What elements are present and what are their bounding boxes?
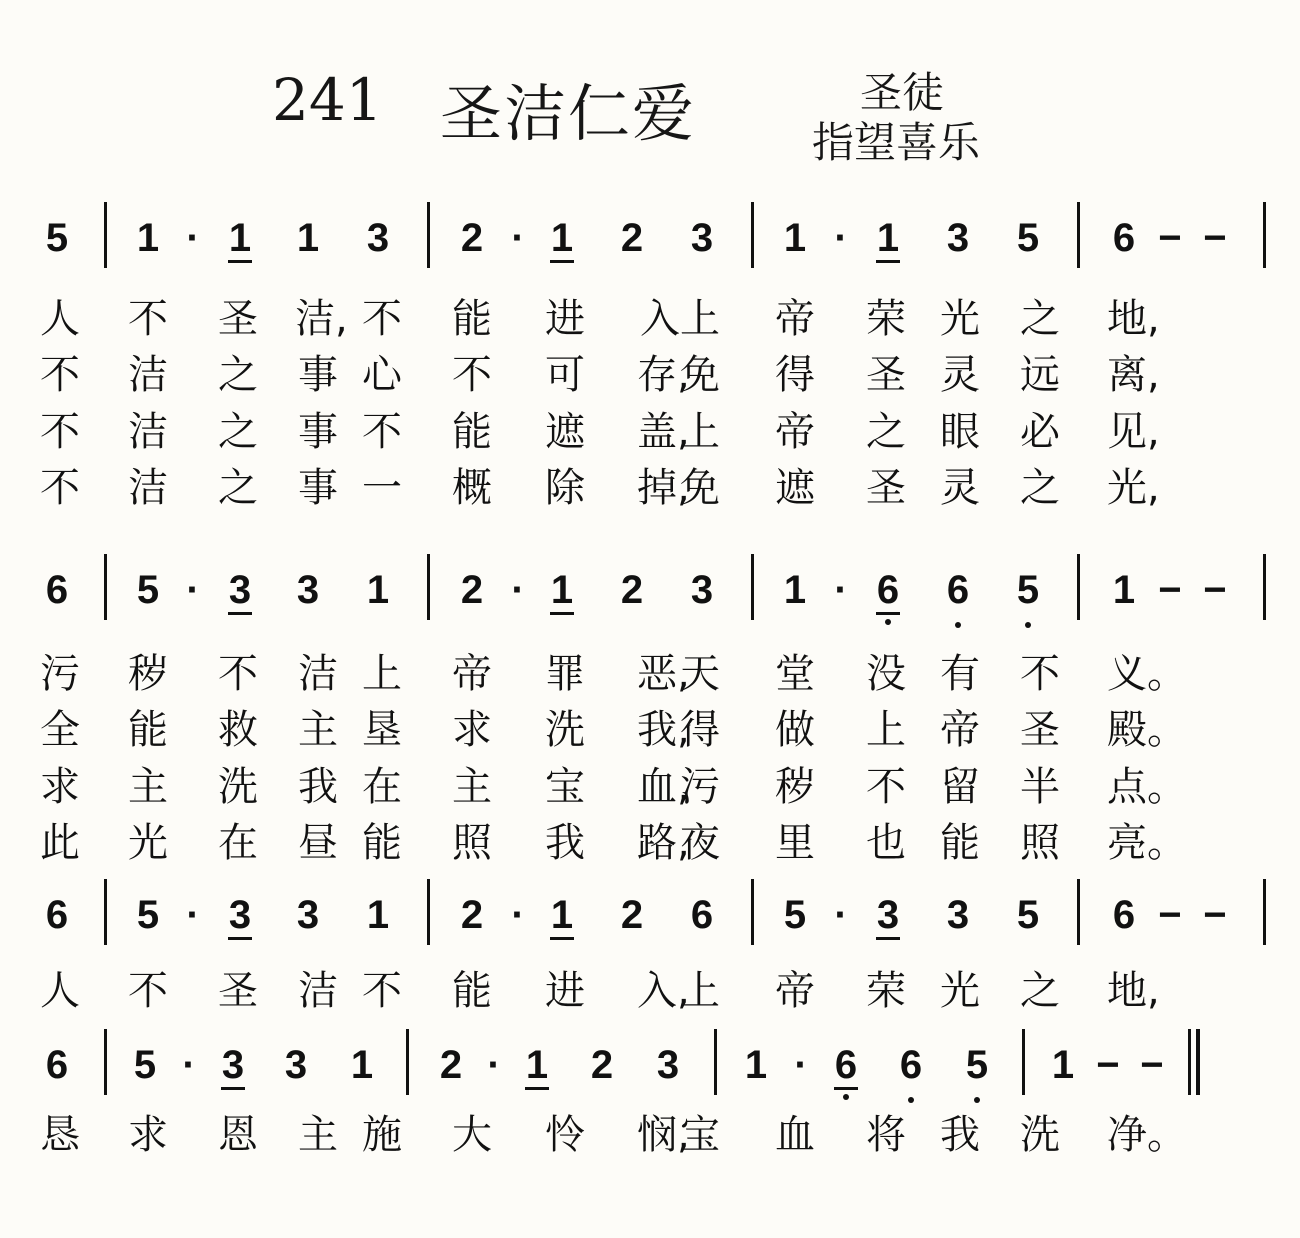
lyric-char: 主: [298, 1112, 338, 1158]
category-line-1: 圣徒: [860, 68, 945, 117]
note: 1: [517, 1045, 557, 1085]
barline: [1077, 879, 1080, 945]
low-octave-dot: [843, 1094, 849, 1100]
note: 1: [542, 895, 582, 935]
lyric-char: 亮。: [1107, 820, 1187, 866]
lyric-char: 上: [680, 968, 720, 1014]
note: 1: [350, 1043, 374, 1087]
lyric-char: 入,: [637, 968, 690, 1014]
note: 5: [1016, 216, 1040, 260]
lyric-char: 能: [362, 820, 402, 866]
lyric-char: 全: [40, 707, 80, 753]
lyric-char: 事: [298, 352, 338, 398]
lyric-char: 义。: [1107, 651, 1187, 697]
lyric-char: 宝: [680, 1112, 720, 1158]
dot-note: ·: [511, 893, 525, 937]
note: 6: [1112, 216, 1136, 260]
lyric-char: 光,: [1107, 465, 1160, 511]
lyric-char: 洗: [1020, 1112, 1060, 1158]
lyric-char: 里: [775, 820, 815, 866]
lyric-char: 之: [218, 409, 258, 455]
lyric-char: 宝: [545, 764, 585, 810]
lyric-char: 洁: [128, 409, 168, 455]
note: 1: [366, 568, 390, 612]
lyric-line: [0, 818, 1300, 874]
note: 5: [957, 1045, 997, 1085]
lyric-char: 上: [866, 707, 906, 753]
lyric-char: 上: [362, 651, 402, 697]
lyric-char: 远: [1020, 352, 1060, 398]
lyric-char: 圣: [218, 968, 258, 1014]
lyric-line: [0, 966, 1300, 1022]
lyric-char: 恳: [40, 1112, 80, 1158]
note: 3: [213, 1045, 253, 1085]
lyric-char: 得: [680, 707, 720, 753]
barline: [427, 879, 430, 945]
note: 2: [460, 216, 484, 260]
lyric-char: 求: [128, 1112, 168, 1158]
note: 2: [439, 1043, 463, 1087]
lyric-char: 不: [452, 352, 492, 398]
lyric-char: 做: [775, 707, 815, 753]
lyric-char: 此: [40, 820, 80, 866]
lyric-char: 离,: [1107, 352, 1160, 398]
final-barline: [1196, 1029, 1200, 1095]
lyric-char: 地,: [1107, 968, 1160, 1014]
eighth-underline: [221, 1087, 245, 1090]
lyric-char: 在: [362, 764, 402, 810]
low-octave-dot: [1025, 622, 1031, 628]
note: 5: [1016, 893, 1040, 937]
lyric-char: 上: [680, 296, 720, 342]
lyric-char: 圣: [1020, 707, 1060, 753]
dash-extension: −: [1158, 893, 1182, 937]
lyric-char: 之: [1020, 465, 1060, 511]
note: 3: [220, 570, 260, 610]
eighth-underline: [228, 937, 252, 940]
hymn-title: 圣洁仁爱: [440, 77, 697, 150]
note: 1: [542, 570, 582, 610]
dot-note: ·: [511, 216, 525, 260]
staff-row: [0, 218, 1300, 278]
note: 2: [620, 216, 644, 260]
lyric-line: [0, 762, 1300, 818]
lyric-char: 人: [40, 968, 80, 1014]
note: 5: [783, 893, 807, 937]
lyric-char: 污: [680, 764, 720, 810]
lyric-char: 怜: [545, 1112, 585, 1158]
lyric-char: 秽: [128, 651, 168, 697]
lyric-char: 帝: [775, 409, 815, 455]
barline: [104, 1029, 107, 1095]
lyric-char: 恶,: [637, 651, 690, 697]
lyric-char: 有: [940, 651, 980, 697]
lyric-char: 灵: [940, 465, 980, 511]
note: 6: [891, 1045, 931, 1085]
note: 3: [946, 893, 970, 937]
barline: [751, 202, 754, 268]
lyric-char: 不: [1020, 651, 1060, 697]
barline: [714, 1029, 717, 1095]
dot-note: ·: [834, 893, 848, 937]
dot-note: ·: [834, 568, 848, 612]
low-octave-dot: [885, 619, 891, 625]
hymn-number: 241: [272, 66, 383, 134]
note: 3: [296, 568, 320, 612]
note: 2: [620, 893, 644, 937]
note: 1: [783, 216, 807, 260]
note: 6: [690, 893, 714, 937]
lyric-char: 遮: [545, 409, 585, 455]
lyric-char: 人: [40, 296, 80, 342]
lyric-line: [0, 294, 1300, 350]
lyric-char: 洗: [218, 764, 258, 810]
lyric-char: 我: [940, 1112, 980, 1158]
lyric-char: 垦: [362, 707, 402, 753]
lyric-char: 见,: [1107, 409, 1160, 455]
eighth-underline: [228, 260, 252, 263]
lyric-char: 能: [940, 820, 980, 866]
lyric-char: 也: [866, 820, 906, 866]
lyric-char: 悯,: [637, 1112, 690, 1158]
lyric-char: 路,: [637, 820, 690, 866]
lyric-char: 灵: [940, 352, 980, 398]
barline: [1263, 879, 1266, 945]
lyric-char: 点。: [1107, 764, 1187, 810]
lyric-line: [0, 407, 1300, 463]
lyric-char: 存,: [637, 352, 690, 398]
note: 5: [45, 216, 69, 260]
lyric-char: 入: [640, 296, 680, 342]
note: 1: [296, 216, 320, 260]
dot-note: ·: [186, 568, 200, 612]
lyric-char: 我,: [637, 707, 690, 753]
lyric-char: 能: [128, 707, 168, 753]
lyric-char: 不: [362, 968, 402, 1014]
note: 2: [460, 893, 484, 937]
lyric-char: 事: [298, 409, 338, 455]
barline: [1022, 1029, 1025, 1095]
barline: [406, 1029, 409, 1095]
barline: [751, 554, 754, 620]
lyric-char: 一: [362, 465, 402, 511]
lyric-char: 夜: [680, 820, 720, 866]
note: 2: [620, 568, 644, 612]
lyric-char: 我: [298, 764, 338, 810]
lyric-char: 不: [40, 409, 80, 455]
note: 6: [45, 1043, 69, 1087]
dot-note: ·: [487, 1043, 501, 1087]
dot-note: ·: [182, 1043, 196, 1087]
dot-note: ·: [186, 216, 200, 260]
note: 6: [938, 570, 978, 610]
barline: [1077, 554, 1080, 620]
lyric-char: 污: [40, 651, 80, 697]
lyric-line: [0, 463, 1300, 519]
low-octave-dot: [955, 622, 961, 628]
eighth-underline: [876, 937, 900, 940]
lyric-char: 不: [218, 651, 258, 697]
note: 2: [460, 568, 484, 612]
lyric-char: 求: [452, 707, 492, 753]
lyric-char: 罪: [545, 651, 585, 697]
note: 3: [690, 568, 714, 612]
low-octave-dot: [908, 1097, 914, 1103]
note: 5: [133, 1043, 157, 1087]
lyric-char: 得: [775, 352, 815, 398]
lyric-char: 净。: [1107, 1112, 1187, 1158]
staff-row: [0, 570, 1300, 630]
note: 1: [366, 893, 390, 937]
note: 1: [868, 218, 908, 258]
low-octave-dot: [974, 1097, 980, 1103]
eighth-underline: [550, 260, 574, 263]
note: 6: [1112, 893, 1136, 937]
lyric-char: 圣: [866, 352, 906, 398]
barline: [1263, 202, 1266, 268]
note: 3: [284, 1043, 308, 1087]
note: 5: [136, 893, 160, 937]
barline: [427, 554, 430, 620]
staff-row: [0, 895, 1300, 955]
lyric-char: 天: [680, 651, 720, 697]
lyric-char: 除: [545, 465, 585, 511]
note: 1: [1051, 1043, 1075, 1087]
lyric-char: 光: [128, 820, 168, 866]
lyric-char: 照: [1020, 820, 1060, 866]
dash-extension: −: [1096, 1043, 1120, 1087]
lyric-char: 不: [40, 352, 80, 398]
dash-extension: −: [1203, 568, 1227, 612]
lyric-char: 上: [680, 409, 720, 455]
note: 3: [656, 1043, 680, 1087]
note: 3: [366, 216, 390, 260]
lyric-char: 没: [866, 651, 906, 697]
lyric-char: 将: [866, 1112, 906, 1158]
lyric-char: 堂: [775, 651, 815, 697]
barline: [104, 202, 107, 268]
lyric-char: 心: [362, 352, 402, 398]
lyric-char: 帝: [775, 296, 815, 342]
lyric-char: 免: [680, 465, 720, 511]
lyric-char: 不: [362, 296, 402, 342]
lyric-char: 概: [452, 465, 492, 511]
lyric-char: 之: [218, 465, 258, 511]
eighth-underline: [525, 1087, 549, 1090]
lyric-char: 在: [218, 820, 258, 866]
lyric-char: 留: [940, 764, 980, 810]
note: 3: [946, 216, 970, 260]
lyric-char: 能: [452, 296, 492, 342]
lyric-char: 遮: [775, 465, 815, 511]
lyric-char: 之: [218, 352, 258, 398]
eighth-underline: [876, 260, 900, 263]
eighth-underline: [550, 612, 574, 615]
lyric-char: 可: [545, 352, 585, 398]
lyric-char: 照: [452, 820, 492, 866]
barline: [1263, 554, 1266, 620]
note: 6: [826, 1045, 866, 1085]
lyric-char: 之: [1020, 296, 1060, 342]
eighth-underline: [550, 937, 574, 940]
lyric-char: 我: [545, 820, 585, 866]
dot-note: ·: [834, 216, 848, 260]
lyric-line: [0, 649, 1300, 705]
lyric-char: 圣: [218, 296, 258, 342]
lyric-char: 帝: [940, 707, 980, 753]
lyric-char: 大: [452, 1112, 492, 1158]
dash-extension: −: [1203, 216, 1227, 260]
lyric-char: 免: [680, 352, 720, 398]
lyric-char: 光: [940, 296, 980, 342]
lyric-char: 能: [452, 968, 492, 1014]
note: 3: [690, 216, 714, 260]
barline: [104, 879, 107, 945]
lyric-char: 地,: [1107, 296, 1160, 342]
dash-extension: −: [1140, 1043, 1164, 1087]
barline: [427, 202, 430, 268]
note: 6: [868, 570, 908, 610]
lyric-char: 血: [775, 1112, 815, 1158]
note: 1: [542, 218, 582, 258]
category-line-2: 指望喜乐: [812, 118, 981, 167]
note: 1: [744, 1043, 768, 1087]
note: 6: [45, 568, 69, 612]
lyric-char: 必: [1020, 409, 1060, 455]
note: 1: [1112, 568, 1136, 612]
lyric-char: 圣: [866, 465, 906, 511]
barline: [104, 554, 107, 620]
lyric-char: 昼: [298, 820, 338, 866]
lyric-line: [0, 350, 1300, 406]
lyric-char: 荣: [866, 296, 906, 342]
note: 2: [590, 1043, 614, 1087]
eighth-underline: [834, 1087, 858, 1090]
lyric-char: 进: [545, 296, 585, 342]
lyric-char: 不: [128, 968, 168, 1014]
final-barline: [1188, 1029, 1191, 1095]
dot-note: ·: [511, 568, 525, 612]
note: 5: [136, 568, 160, 612]
dot-note: ·: [186, 893, 200, 937]
lyric-char: 荣: [866, 968, 906, 1014]
lyric-char: 光: [940, 968, 980, 1014]
lyric-char: 进: [545, 968, 585, 1014]
dash-extension: −: [1158, 568, 1182, 612]
note: 1: [783, 568, 807, 612]
dot-note: ·: [794, 1043, 808, 1087]
note: 3: [296, 893, 320, 937]
dash-extension: −: [1158, 216, 1182, 260]
lyric-char: 帝: [775, 968, 815, 1014]
lyric-char: 不: [362, 409, 402, 455]
lyric-char: 洁: [298, 651, 338, 697]
lyric-char: 帝: [452, 651, 492, 697]
lyric-char: 恩: [218, 1112, 258, 1158]
note: 6: [45, 893, 69, 937]
note: 3: [868, 895, 908, 935]
lyric-char: 主: [452, 764, 492, 810]
dash-extension: −: [1203, 893, 1227, 937]
note: 3: [220, 895, 260, 935]
lyric-char: 洁: [128, 352, 168, 398]
lyric-char: 之: [1020, 968, 1060, 1014]
eighth-underline: [876, 612, 900, 615]
staff-row: [0, 1045, 1300, 1105]
lyric-char: 主: [298, 707, 338, 753]
lyric-char: 盖,: [637, 409, 690, 455]
lyric-char: 血,: [637, 764, 690, 810]
lyric-char: 事: [298, 465, 338, 511]
lyric-char: 秽: [775, 764, 815, 810]
lyric-char: 洗: [545, 707, 585, 753]
lyric-char: 救: [218, 707, 258, 753]
lyric-char: 不: [40, 465, 80, 511]
lyric-char: 不: [128, 296, 168, 342]
lyric-char: 洁: [298, 968, 338, 1014]
lyric-char: 施: [362, 1112, 402, 1158]
lyric-char: 殿。: [1107, 707, 1187, 753]
note: 1: [220, 218, 260, 258]
eighth-underline: [228, 612, 252, 615]
barline: [1077, 202, 1080, 268]
lyric-char: 眼: [940, 409, 980, 455]
lyric-line: [0, 1110, 1300, 1166]
lyric-char: 洁,: [295, 296, 348, 342]
lyric-char: 求: [40, 764, 80, 810]
note: 1: [136, 216, 160, 260]
lyric-char: 之: [866, 409, 906, 455]
lyric-char: 洁: [128, 465, 168, 511]
lyric-char: 掉,: [637, 465, 690, 511]
lyric-char: 能: [452, 409, 492, 455]
lyric-char: 主: [128, 764, 168, 810]
note: 5: [1008, 570, 1048, 610]
barline: [751, 879, 754, 945]
lyric-char: 半: [1020, 764, 1060, 810]
lyric-char: 不: [866, 764, 906, 810]
lyric-line: [0, 705, 1300, 761]
